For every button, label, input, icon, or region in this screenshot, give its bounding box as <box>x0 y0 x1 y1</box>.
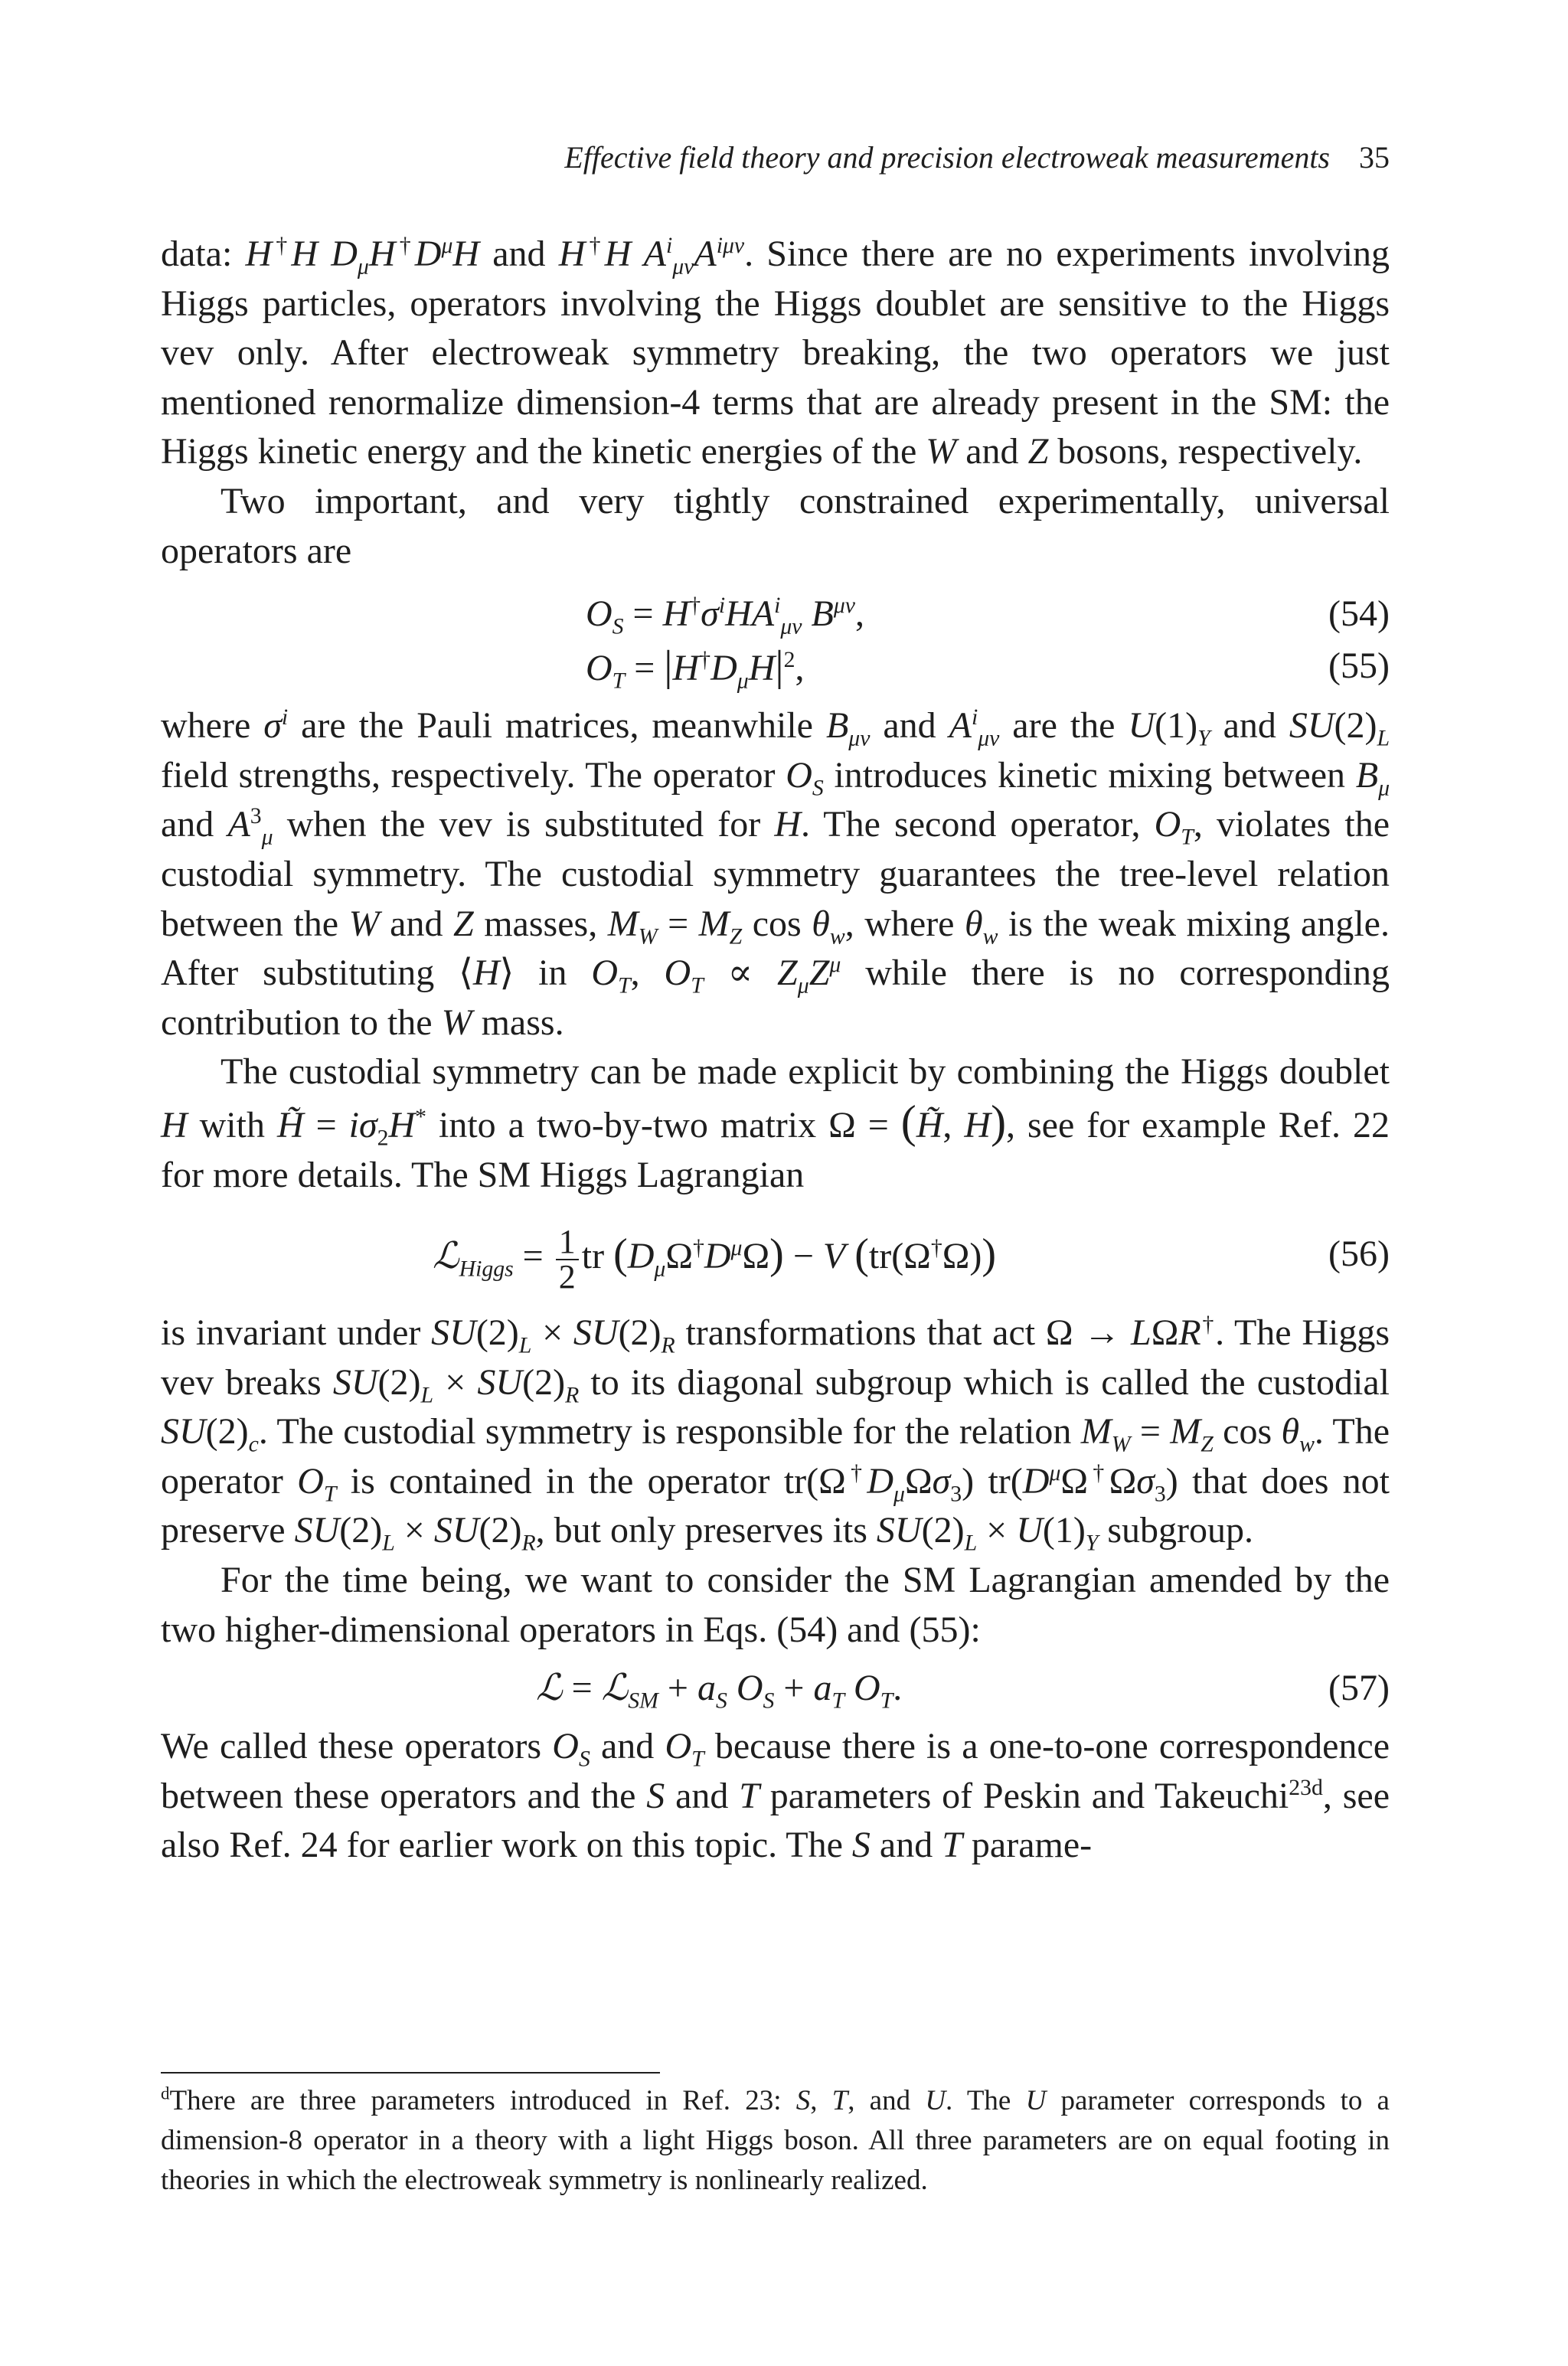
paragraph-2: Two important, and very tightly constrained experimentally, universal operators are <box>161 480 1390 571</box>
paragraph-4: The custodial symmetry can be made explicit by combining the Higgs doublet H with H̃ = $i\sigma_2H^*$ into a two-by-two matrix Ω = (H̃, H), see for example Ref. 22 for more details. The SM Higgs Lagrangian <box>161 1051 1390 1195</box>
paragraph-5: is invariant under $SU(2)_L \times SU(2)_R$ transformations that act Ω → LΩR†. The Higgs vev breaks $SU(2)_L \times SU(2)_R$ to its diagonal subgroup which is called the custodial $SU(2)_c$. The custodial symmetry is responsible for the relation $M_W = M_Z$ $\cos \theta_w$. The operator $O_T$ is contained in the operator $tr(\Omega^\dagger D_\mu\Omega\sigma_3)$ $tr(D^\mu\Omega^\dagger\Omega\sigma_3)$ that does not preserve $SU(2)_L \times SU(2)_R$, but only preserves its $SU(2)_L \times U(1)_Y$ subgroup. <box>161 1312 1390 1557</box>
equation-number-55: (55) <box>1328 645 1390 687</box>
running-title: Effective field theory and precision electroweak measurements <box>564 140 1330 175</box>
paragraph-7: We called these operators $O_S$ and $O_T$ because there is a one-to-one correspondence between these operators and the S and T parameters of Peskin and Takeuchi$^{23d}$, see also Ref. 24 for earlier work on this topic. The S and T parame- <box>161 1726 1390 1866</box>
equation-56: ℒ$_{Higgs}$ = $\frac{1}{2}$ tr $(D_\mu\Omega^\dagger D^\mu\Omega) - V$ (tr(Ω†Ω)) (56) <box>161 1200 1390 1309</box>
paragraph-3: where $\sigma^i$ are the Pauli matrices, meanwhile $B_{\mu\nu}$ and $A^i_{\mu\nu}$ are the $U(1)_Y$ and $SU(2)_L$ field strengths, respectively. The operator $O_S$ introduces kinetic mixing between $B_\mu$ and $A^3_\mu$ when the vev is substituted for H. The second operator, $O_T$, violates the custodial symmetry. The custodial symmetry guarantees the tree-level relation between the W and Z masses, $M_W = M_Z$ $\cos \theta_w$, where $\theta_w$ is the weak mixing angle. After substituting ⟨H⟩ in $O_T$, $O_T \propto Z_\mu Z^\mu$ while there is no corresponding contribution to the W mass. <box>161 704 1390 1043</box>
main-text <box>161 230 1390 1871</box>
footnote-rule <box>161 2072 660 2074</box>
citation-23d: 23d <box>1289 1774 1323 1800</box>
equation-number-54: (54) <box>1328 593 1390 635</box>
paragraph-1: data: H†H $D_\mu H^\dagger D^\mu H$ and H†H $A^i_{\mu\nu}A^{i\mu\nu}$. Since there are no experiments involving Higgs particles, operators involving the Higgs doublet are sensitive to the Higgs vev only. After electroweak symmetry breaking, the two operators we just mentioned renormalize dimension-4 terms that are already present in the SM: the Higgs kinetic energy and the kinetic energies of the W and Z bosons, respectively. <box>161 233 1390 472</box>
footnote-mark: d <box>161 2083 170 2103</box>
paragraph-6: For the time being, we want to consider the SM Lagrangian amended by the two higher-dimensional operators in Eqs. (54) and (55): <box>161 1560 1390 1650</box>
page-number: 35 <box>1359 140 1390 175</box>
footnote: $^d$There are three parameters introduced in Ref. 23: S, T, and U. The U parameter corresponds to a dimension-8 operator in a theory with a light Higgs boson. All three parameters are on equal footing in theories in which the electroweak symmetry is nonlinearly realized. <box>161 2083 1390 2196</box>
equation-number-56: (56) <box>1328 1234 1390 1275</box>
equation-55: $O_T = |H^\dagger D_\mu H|^2$, (55) <box>161 640 1390 692</box>
equation-number-57: (57) <box>1328 1668 1390 1709</box>
running-header <box>161 139 1390 175</box>
equation-54: $O_S = H^\dagger\sigma^iHA^i_{\mu\nu}$ $B^{\mu\nu}$, (54) <box>161 588 1390 640</box>
equation-57: ℒ = ℒ$_{SM}$ + $a_S$ $O_S + a_T$ $O_T$. (57) <box>161 1662 1390 1714</box>
